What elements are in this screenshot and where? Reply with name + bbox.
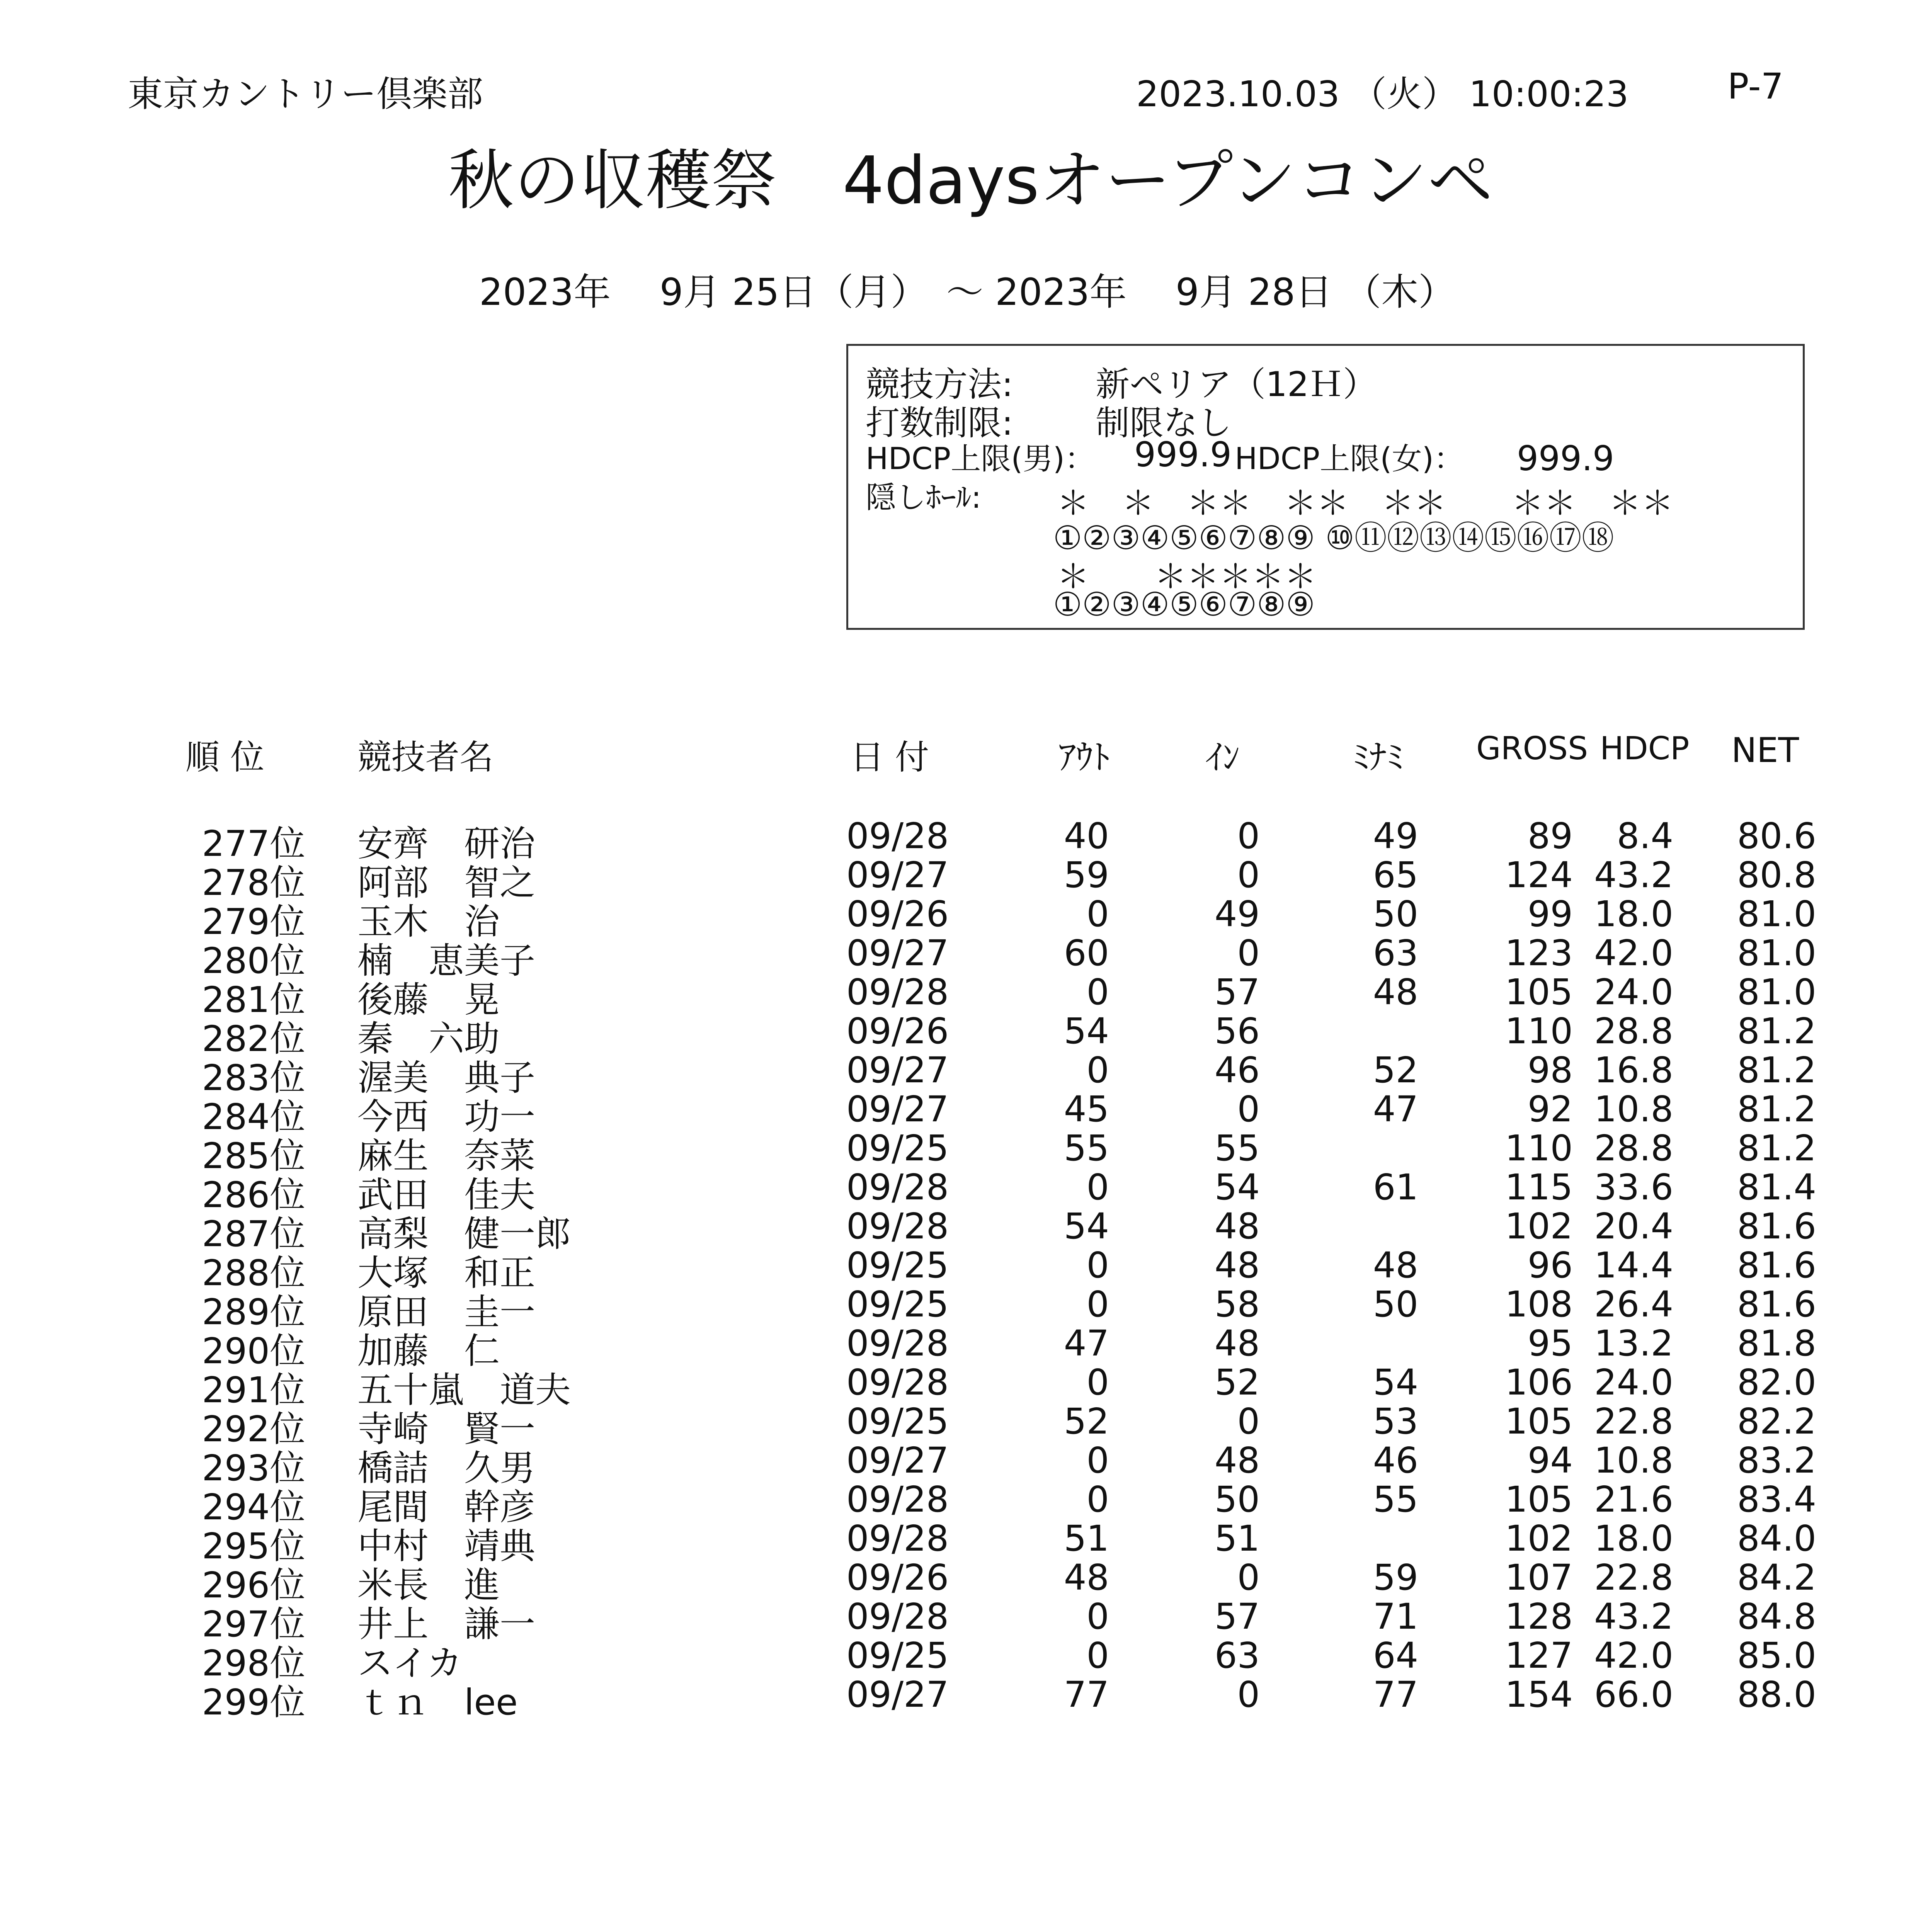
name-cell: 阿部 智之 [357,862,536,903]
name-cell: 米長 進 [357,1565,500,1606]
in-cell: 51 [1214,1518,1260,1559]
method-label: 競技方法: [866,364,1013,404]
rank-cell: 291位 [202,1369,305,1411]
name-cell: 麻生 奈菜 [357,1135,536,1177]
in-cell: 48 [1214,1206,1260,1247]
out-cell: 0 [1086,1635,1109,1676]
minami-cell: 77 [1373,1674,1418,1715]
date-cell: 09/28 [846,1323,949,1364]
gross-cell: 89 [1527,815,1573,857]
out-cell: 77 [1063,1674,1109,1715]
name-cell: 尾間 幹彦 [357,1486,536,1528]
gross-cell: 107 [1505,1557,1573,1598]
gross-cell: 154 [1505,1674,1573,1715]
table-row [0,1635,1916,1684]
date-cell: 09/26 [846,1557,949,1598]
rank-cell: 296位 [202,1565,305,1606]
hdcp-cell: 18.0 [1594,1518,1673,1559]
minami-cell: 49 [1373,815,1418,857]
name-cell: 寺崎 賢一 [357,1408,536,1450]
minami-cell: 59 [1373,1557,1418,1598]
hdcp-cell: 10.8 [1594,1440,1673,1481]
name-cell: 渥美 典子 [357,1057,536,1099]
out-cell: 0 [1086,1167,1109,1208]
in-cell: 0 [1237,1557,1260,1598]
out-cell: 0 [1086,971,1109,1013]
in-cell: 48 [1214,1323,1260,1364]
date-cell: 09/27 [846,1088,949,1130]
table-row [0,1167,1916,1216]
date-cell: 09/28 [846,1362,949,1403]
in-cell: 54 [1214,1167,1260,1208]
table-row [0,1596,1916,1645]
hdcp-female-label: HDCP上限(女)： [1235,442,1464,476]
in-cell: 0 [1237,1088,1260,1130]
rank-cell: 295位 [202,1526,305,1567]
competition-period: 2023年 9月 25日（月） ～ 2023年 9月 28日 （木） [479,270,1456,314]
in-cell: 57 [1214,1596,1260,1637]
gross-cell: 105 [1505,1401,1573,1442]
date-cell: 09/25 [846,1401,949,1442]
gross-cell: 110 [1505,1128,1573,1169]
col-header-rank: 順 位 [185,737,264,777]
date-cell: 09/25 [846,1245,949,1286]
hdcp-cell: 43.2 [1594,1596,1673,1637]
date-cell: 09/28 [846,1167,949,1208]
minami-cell: 54 [1373,1362,1418,1403]
net-cell: 88.0 [1737,1674,1816,1715]
col-header-hdcp: HDCP [1600,730,1690,767]
minami-cell: 48 [1373,1245,1418,1286]
out-cell: 0 [1086,1596,1109,1637]
date-cell: 09/25 [846,1128,949,1169]
rank-cell: 286位 [202,1174,305,1216]
out-cell: 60 [1063,932,1109,974]
hdcp-cell: 16.8 [1594,1049,1673,1091]
table-row [0,1206,1916,1255]
gross-cell: 124 [1505,854,1573,896]
hdcp-cell: 22.8 [1594,1401,1673,1442]
col-header-out: ｱｳﾄ [1059,737,1110,777]
gross-cell: 102 [1505,1206,1573,1247]
out-cell: 40 [1063,815,1109,857]
name-cell: 五十嵐 道夫 [357,1369,571,1411]
out-cell: 55 [1063,1128,1109,1169]
stroke-limit-label: 打数制限: [866,403,1013,443]
net-cell: 81.0 [1737,971,1816,1013]
net-cell: 81.4 [1737,1167,1816,1208]
net-cell: 83.2 [1737,1440,1816,1481]
rank-cell: 293位 [202,1447,305,1489]
hdcp-male-label: HDCP上限(男)： [866,442,1095,476]
name-cell: 大塚 和正 [357,1252,536,1294]
table-row [0,854,1916,903]
hdcp-cell: 28.8 [1594,1128,1673,1169]
in-cell: 0 [1237,932,1260,974]
net-cell: 81.2 [1737,1010,1816,1052]
rank-cell: 277位 [202,823,305,864]
out-cell: 45 [1063,1088,1109,1130]
name-cell: 橋詰 久男 [357,1447,536,1489]
table-row [0,893,1916,942]
gross-cell: 127 [1505,1635,1573,1676]
out-cell: 54 [1063,1010,1109,1052]
date-cell: 09/27 [846,1674,949,1715]
out-cell: 0 [1086,1245,1109,1286]
in-cell: 55 [1214,1128,1260,1169]
rank-cell: 290位 [202,1330,305,1372]
gross-cell: 105 [1505,1479,1573,1520]
table-row [0,1557,1916,1606]
table-row [0,1401,1916,1450]
date-cell: 09/28 [846,1596,949,1637]
hole-numbers-out-in: ①②③④⑤⑥⑦⑧⑨ ⑩⑪⑫⑬⑭⑮⑯⑰⑱ [1053,519,1614,557]
hdcp-cell: 13.2 [1594,1323,1673,1364]
hdcp-cell: 18.0 [1594,893,1673,935]
rank-cell: 285位 [202,1135,305,1177]
date-cell: 09/25 [846,1635,949,1676]
rank-cell: 297位 [202,1604,305,1645]
table-row [0,1049,1916,1099]
hdcp-cell: 8.4 [1617,815,1673,857]
date-cell: 09/28 [846,1206,949,1247]
in-cell: 0 [1237,1401,1260,1442]
name-cell: 楠 恵美子 [357,940,536,981]
out-cell: 0 [1086,1440,1109,1481]
out-cell: 54 [1063,1206,1109,1247]
net-cell: 81.0 [1737,932,1816,974]
net-cell: 81.2 [1737,1128,1816,1169]
date-cell: 09/26 [846,1010,949,1052]
gross-cell: 123 [1505,932,1573,974]
minami-cell: 52 [1373,1049,1418,1091]
hdcp-cell: 22.8 [1594,1557,1673,1598]
name-cell: 秦 六助 [357,1018,500,1060]
rank-cell: 299位 [202,1682,305,1723]
page-number: P-7 [1727,66,1784,107]
in-cell: 63 [1214,1635,1260,1676]
rank-cell: 284位 [202,1096,305,1138]
col-header-name: 競技者名 [357,737,494,777]
minami-cell: 50 [1373,1284,1418,1325]
name-cell: ｔｎ lee [357,1682,518,1723]
col-header-net: NET [1731,730,1799,770]
col-header-date: 日 付 [850,737,929,777]
name-cell: 原田 圭一 [357,1291,536,1333]
table-row [0,1323,1916,1372]
minami-cell: 64 [1373,1635,1418,1676]
net-cell: 81.8 [1737,1323,1816,1364]
gross-cell: 102 [1505,1518,1573,1559]
in-cell: 57 [1214,971,1260,1013]
hdcp-cell: 24.0 [1594,1362,1673,1403]
net-cell: 81.2 [1737,1049,1816,1091]
date-cell: 09/27 [846,1440,949,1481]
minami-cell: 48 [1373,971,1418,1013]
out-cell: 52 [1063,1401,1109,1442]
name-cell: 高梨 健一郎 [357,1213,571,1255]
table-row [0,1088,1916,1138]
rank-cell: 283位 [202,1057,305,1099]
hdcp-cell: 21.6 [1594,1479,1673,1520]
print-datetime: 2023.10.03 （火） 10:00:23 [1136,73,1629,115]
gross-cell: 92 [1527,1088,1573,1130]
date-cell: 09/28 [846,971,949,1013]
name-cell: 後藤 晃 [357,979,500,1020]
in-cell: 50 [1214,1479,1260,1520]
hdcp-cell: 28.8 [1594,1010,1673,1052]
out-cell: 0 [1086,1362,1109,1403]
gross-cell: 95 [1527,1323,1573,1364]
out-cell: 0 [1086,1284,1109,1325]
in-cell: 49 [1214,893,1260,935]
hdcp-cell: 26.4 [1594,1284,1673,1325]
name-cell: 武田 佳夫 [357,1174,536,1216]
out-cell: 0 [1086,893,1109,935]
col-header-minami: ﾐﾅﾐ [1353,737,1404,777]
method-value: 新ペリア（12Ｈ） [1096,364,1377,404]
date-cell: 09/28 [846,815,949,857]
hdcp-cell: 42.0 [1594,932,1673,974]
competition-info-box [846,344,1805,630]
date-cell: 09/28 [846,1479,949,1520]
hdcp-cell: 20.4 [1594,1206,1673,1247]
table-row [0,1479,1916,1528]
gross-cell: 96 [1527,1245,1573,1286]
hdcp-female-value: 999.9 [1517,439,1614,478]
table-row [0,1362,1916,1411]
in-cell: 58 [1214,1284,1260,1325]
rank-cell: 281位 [202,979,305,1020]
hdcp-male-value: 999.9 [1134,435,1232,474]
minami-cell: 55 [1373,1479,1418,1520]
gross-cell: 105 [1505,971,1573,1013]
name-cell: 加藤 仁 [357,1330,500,1372]
net-cell: 81.0 [1737,893,1816,935]
table-row [0,1128,1916,1177]
table-row [0,1010,1916,1060]
out-cell: 48 [1063,1557,1109,1598]
date-cell: 09/28 [846,1518,949,1559]
net-cell: 83.4 [1737,1479,1816,1520]
out-cell: 59 [1063,854,1109,896]
minami-cell: 46 [1373,1440,1418,1481]
hdcp-cell: 10.8 [1594,1088,1673,1130]
minami-cell: 47 [1373,1088,1418,1130]
table-row [0,815,1916,864]
net-cell: 81.2 [1737,1088,1816,1130]
out-cell: 51 [1063,1518,1109,1559]
table-row [0,1245,1916,1294]
in-cell: 56 [1214,1010,1260,1052]
table-row [0,971,1916,1020]
table-row [0,1284,1916,1333]
club-name: 東京カントリー倶楽部 [128,73,483,115]
name-cell: 玉木 治 [357,901,500,942]
gross-cell: 99 [1527,893,1573,935]
gross-cell: 115 [1505,1167,1573,1208]
minami-cell: 71 [1373,1596,1418,1637]
net-cell: 82.2 [1737,1401,1816,1442]
table-row [0,1674,1916,1723]
out-cell: 0 [1086,1479,1109,1520]
out-cell: 47 [1063,1323,1109,1364]
in-cell: 0 [1237,1674,1260,1715]
rank-cell: 292位 [202,1408,305,1450]
date-cell: 09/26 [846,893,949,935]
gross-cell: 106 [1505,1362,1573,1403]
hdcp-cell: 43.2 [1594,854,1673,896]
net-cell: 81.6 [1737,1206,1816,1247]
gross-cell: 108 [1505,1284,1573,1325]
rank-cell: 288位 [202,1252,305,1294]
rank-cell: 278位 [202,862,305,903]
gross-cell: 94 [1527,1440,1573,1481]
rank-cell: 298位 [202,1643,305,1684]
hidden-hole-marks-out-in: ＊ ＊ ＊＊ ＊＊ ＊＊ ＊＊ ＊＊ [1057,484,1674,522]
in-cell: 0 [1237,854,1260,896]
minami-cell: 65 [1373,854,1418,896]
table-row [0,1518,1916,1567]
in-cell: 52 [1214,1362,1260,1403]
net-cell: 82.0 [1737,1362,1816,1403]
in-cell: 48 [1214,1440,1260,1481]
table-row [0,932,1916,981]
name-cell: 井上 謙一 [357,1604,536,1645]
date-cell: 09/27 [846,854,949,896]
net-cell: 80.8 [1737,854,1816,896]
minami-cell: 63 [1373,932,1418,974]
rank-cell: 279位 [202,901,305,942]
gross-cell: 110 [1505,1010,1573,1052]
net-cell: 85.0 [1737,1635,1816,1676]
net-cell: 84.8 [1737,1596,1816,1637]
minami-cell: 61 [1373,1167,1418,1208]
rank-cell: 289位 [202,1291,305,1333]
hdcp-cell: 14.4 [1594,1245,1673,1286]
name-cell: スイカ [357,1643,463,1684]
page-title: 秋の収穫祭 4daysオープンコンペ [448,143,1494,219]
net-cell: 81.6 [1737,1245,1816,1286]
hdcp-cell: 42.0 [1594,1635,1673,1676]
date-cell: 09/27 [846,1049,949,1091]
stroke-limit-value: 制限なし [1096,403,1232,443]
table-row [0,1440,1916,1489]
rank-cell: 282位 [202,1018,305,1060]
hdcp-cell: 33.6 [1594,1167,1673,1208]
minami-cell: 50 [1373,893,1418,935]
hole-numbers-minami: ①②③④⑤⑥⑦⑧⑨ [1053,585,1315,623]
net-cell: 84.0 [1737,1518,1816,1559]
net-cell: 84.2 [1737,1557,1816,1598]
in-cell: 0 [1237,815,1260,857]
rank-cell: 287位 [202,1213,305,1255]
net-cell: 80.6 [1737,815,1816,857]
net-cell: 81.6 [1737,1284,1816,1325]
col-header-in: ｲﾝ [1206,737,1240,777]
date-cell: 09/27 [846,932,949,974]
date-cell: 09/25 [846,1284,949,1325]
name-cell: 中村 靖典 [357,1526,536,1567]
name-cell: 安齊 研治 [357,823,536,864]
in-cell: 48 [1214,1245,1260,1286]
name-cell: 今西 功一 [357,1096,536,1138]
minami-cell: 53 [1373,1401,1418,1442]
gross-cell: 128 [1505,1596,1573,1637]
rank-cell: 280位 [202,940,305,981]
hdcp-cell: 24.0 [1594,971,1673,1013]
out-cell: 0 [1086,1049,1109,1091]
rank-cell: 294位 [202,1486,305,1528]
hdcp-cell: 66.0 [1594,1674,1673,1715]
col-header-gross: GROSS [1476,730,1588,767]
hidden-hole-marks-minami: ＊ ＊＊＊＊＊ [1057,558,1317,595]
hidden-holes-label: 隠しﾎｰﾙ: [866,480,982,515]
gross-cell: 98 [1527,1049,1573,1091]
in-cell: 46 [1214,1049,1260,1091]
